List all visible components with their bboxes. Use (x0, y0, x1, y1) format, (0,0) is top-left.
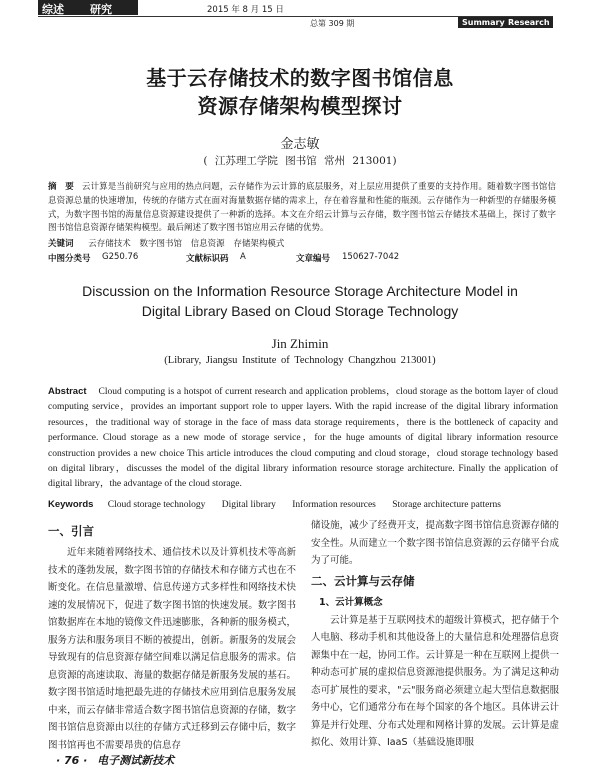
keyword-en: Digital library (221, 500, 276, 510)
title-en-line1: Discussion on the Information Resource Storage Architecture Model in (82, 283, 518, 299)
issue-date: 2015 年 8 月 15 日 (207, 5, 284, 15)
section-1-paragraph: 近年来随着网络技术、通信技术以及计算机技术等高新技术的蓬勃发展，数字图书馆的存储技术和存储方式也在不断变化。在信息量激增、信息传递方式多样性和网络技术快速的发展情况下，促进了数字图书馆的快速发展。数字图书馆数据库在本地的镜像文件迅速膨胀，各种新的服务模式，服务方法和服务项目不断的被提出，创新。新服务的发展会导致现有的信息资源存储空间难以满足信息服务的需求。信息资源的高速读取、海量的数据存储是新服务发展的基石。数字图书馆适时地把最先进的存储技术应用到信息服务发展中来，而云存储非常适合数字图书馆信息资源的存储，数字图书馆信息资源由以往的存储方式迁移到云存储中后，数字图书馆再也不需要昂贵的信息存 (48, 547, 296, 751)
doc-code-value: A (240, 252, 246, 262)
issue-number: 总第 309 期 (310, 19, 355, 28)
abstract-cn-text: 云计算是当前研究与应用的热点问题，云存储作为云计算的底层服务，对上层应用提供了重要的支持作用。随着数字图书馆信息资源总量的快速增加，传统的存储方式在面对海量数据存储的需求上，存在着容量和性能的瓶颈。云存储作为一种新型的存储服务模式，为数字图书馆的海量信息资源建设提供了一种新的选择。本文在介绍云计算与云存储，数字图书馆云存储技术基础上，探讨了数字图书馆信息资源存储架构模型。最后阐述了数字图书馆应用云存储的优势。 (48, 182, 556, 234)
doc-code-label: 文献标识码 (186, 254, 229, 264)
subsection-1-heading: 1、云计算概念 (319, 596, 383, 608)
keyword-cn: 云存储技术 (88, 239, 131, 249)
article-number-value: 150627-7042 (342, 252, 400, 262)
page-number: · 76 · (56, 754, 88, 767)
section-2-heading: 二、云计算与云存储 (311, 573, 415, 588)
section-2-paragraph: 云计算是基于互联网技术的超级计算模式，把存储于个人电脑、移动手机和其他设备上的大量信息和处理器信息资源集中在一起，协同工作。云计算是一种在互联网上提供一种动态可扩展的虚拟信息资源池提供服务。为了满足这种动态可扩展性的要求，"云"服务商必须建立起大型信息数据服务中心，它们通常分布在每个国家的各个地区。具体讲云计算是并行处理、分布式处理和网格计算的发展。云计算是虚拟化、效用计算、IaaS（基础设施即服 (311, 614, 559, 748)
clc-label: 中图分类号 (48, 254, 91, 264)
section-tag-research: 研究 (90, 3, 112, 16)
keyword-en: Cloud storage technology (107, 500, 206, 510)
abstract-en-text: Cloud computing is a hotspot of current research and application problems，cloud storage as the bottom layer of cloud computing service，provides an important support role to upper layers. With the rapid increase of the digital library information resources，the traditional way of storage in the face of mass data storage requirements，there is the bottleneck of capacity and performance. Cloud storage as a new mode of storage service，for the huge amounts of digital library information resource construction provides a new choice This article introduces the cloud computing and cloud storage，cloud storage technology based on digital library，discusses the model of the digital library information resource storage architecture. Finally the application of digital library，the advantage of the cloud storage. (48, 387, 558, 490)
summary-tag: Summary (462, 18, 505, 27)
body-right-column (311, 517, 559, 752)
keyword-en: Information resources (292, 500, 376, 510)
abstract-en-label: Abstract (48, 386, 87, 397)
clc-value: G250.76 (102, 252, 139, 262)
keyword-cn: 存储架构模式 (233, 239, 285, 249)
section-1-heading: 一、引言 (48, 524, 94, 538)
affiliation-en: (Library, Jiangsu Institute of Technology Changzhou 213001) (164, 355, 436, 366)
page-footer (56, 752, 180, 768)
body-left-column (48, 520, 296, 754)
keywords-en (48, 499, 568, 510)
author-cn: 金志敏 (280, 137, 320, 152)
abstract-en (48, 384, 558, 493)
abstract-cn-label: 摘 要 (48, 182, 74, 192)
abstract-cn (48, 181, 556, 236)
title-cn-line1: 基于云存储技术的数字图书馆信息 (146, 66, 454, 90)
affiliation-cn: ( 江苏理工学院 图书馆 常州 213001) (203, 155, 397, 167)
article-number-label: 文章编号 (296, 254, 331, 264)
journal-name: 电子测试新技术 (97, 754, 175, 767)
research-tag: Research (508, 18, 550, 27)
keyword-cn: 数字图书馆 (139, 239, 182, 249)
keyword-en: Storage architecture patterns (392, 500, 501, 510)
keywords-cn (48, 237, 556, 249)
keywords-en-label: Keywords (48, 499, 94, 510)
section-tag-review: 综述 (42, 3, 64, 16)
keyword-cn: 信息资源 (190, 239, 225, 249)
continued-paragraph: 储设施，减少了经费开支，提高数字图书馆信息资源存储的安全性。从而建立一个数字图书馆信息资源的云存储平台成为了可能。 (311, 520, 559, 566)
title-cn-line2: 资源存储架构模型探讨 (197, 94, 403, 118)
running-header (0, 0, 600, 30)
title-en-line2: Digital Library Based on Cloud Storage Technology (141, 303, 459, 319)
keywords-cn-label: 关键词 (48, 239, 74, 249)
author-en: Jin Zhimin (271, 336, 329, 351)
